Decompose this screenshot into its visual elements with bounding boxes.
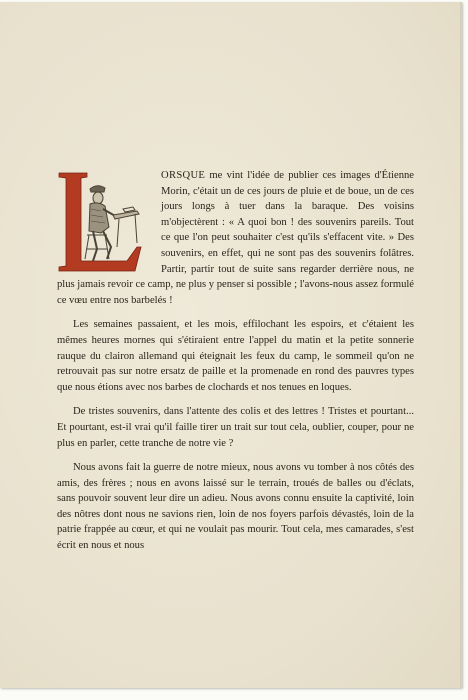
body-text <box>57 168 414 563</box>
illuminated-initial <box>57 169 153 273</box>
paragraph-3: De tristes souvenirs, dans l'attente des colis et des lettres ! Tristes et pourtant... Et pourtant, est-il vrai qu'il faille tirer un trait sur tout cela, oublier, couper, pour ne plus en parler, cette tranche de notre vie ? <box>57 406 414 449</box>
first-word-rest: ORSQUE <box>161 170 206 181</box>
paragraph-1 <box>57 168 414 308</box>
drop-cap-illustration <box>57 169 153 273</box>
seated-soldier-drawing <box>85 186 139 261</box>
page-edge <box>460 2 462 688</box>
paragraph-2: Les semaines passaient, et les mois, effilochant les espoirs, et c'étaient les mêmes heures mornes qui s'étiraient entre l'appel du matin et la petite sonnerie rauque du clairon allemand qui éteignait les feux du camp, le sommeil qu'on ne retrouvait pas sur notre ersatz de paille et la promenade en rond des pauvres types que nous étions avec nos barbes de clochards et nos tenues en loques. <box>57 319 414 393</box>
paragraph-4: Nous avons fait la guerre de notre mieux, nous avons vu tomber à nos côtés des amis, des frères ; nous en avons laissé sur le terrain, troués de balles ou d'éclats, sans pouvoir souvent leur dire un adieu. Nous avons connu ensuite la captivité, loin des nôtres dont nous ne savions rien, loin de nos foyers parfois dévastés, loin de la patrie frappée au cœur, et qui ne voulait pas mourir. Tout cela, mes camarades, s'est écrit en nous et nous <box>57 462 414 552</box>
paragraph-1-text: me vint l'idée de publier ces images d'Étienne Morin, c'était un de ces jours de pluie et de boue, un de ces jours longs à tuer dans la baraque. Des voisins m'objectèrent : « A quoi bon ! des souvenirs pareils. Tout ce que l'on peut souhaiter c'est qu'ils s'effacent vite. » Des souvenirs, en effet, qui ne sont pas des souvenirs folâtres. Partir, partir tout de suite sans regarder derrière nous, ne plus jamais revoir ce camp, ne plus y penser si possible ; l'avons-nous assez formulé ce vœu entre nos barbelés ! <box>57 170 415 306</box>
